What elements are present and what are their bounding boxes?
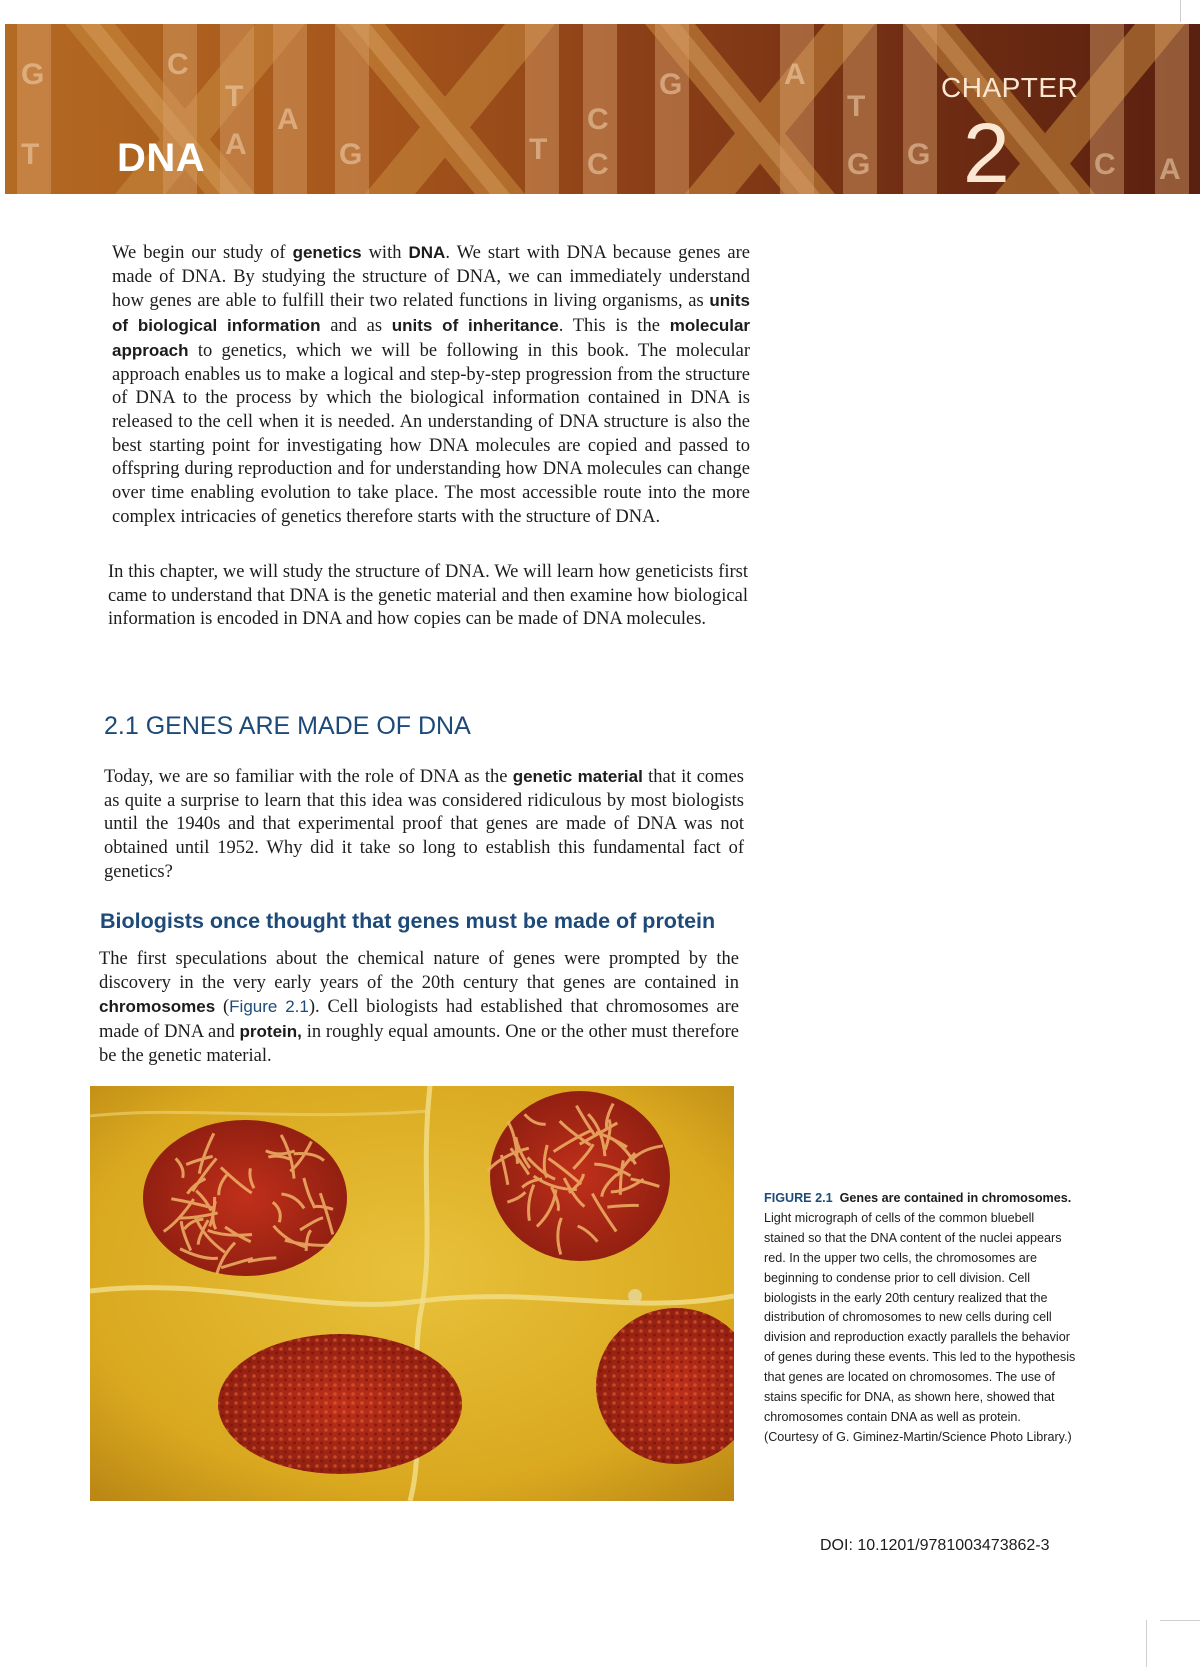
base-pair-strip [655, 24, 689, 194]
figure-reference-link: Figure 2.1 [229, 997, 309, 1017]
base-letter: G [659, 68, 683, 101]
intro-paragraph-2: In this chapter, we will study the structure of DNA. We will learn how geneticists first came to understand that DNA is the genetic material and then examine how biological information is encoded in DNA and how copies can be made of DNA molecules. [108, 562, 748, 630]
base-letter: G [847, 148, 871, 181]
crop-mark [1180, 0, 1181, 22]
chapter-banner [5, 24, 1200, 194]
base-letter: A [277, 103, 299, 136]
chapter-title: DNA [117, 136, 206, 180]
base-letter: T [529, 133, 548, 166]
base-letter: C [1094, 148, 1116, 181]
text-run: We begin our study of [112, 243, 293, 263]
subsection-heading: Biologists once thought that genes must be made of protein [100, 909, 716, 933]
section-heading: 2.1 GENES ARE MADE OF DNA [104, 712, 471, 740]
figure-label: FIGURE 2.1 [764, 1191, 833, 1205]
base-letter: A [784, 58, 806, 91]
figure-caption [764, 1189, 1076, 1448]
crop-mark [1160, 1620, 1200, 1621]
chapter-number: 2 [963, 106, 1010, 194]
text-run: in roughly equal amounts. One or the other must therefore be the genetic material. [99, 1022, 739, 1066]
chapter-label: CHAPTER [941, 72, 1079, 103]
text-run: and as [320, 316, 392, 337]
text-run: that it comes as quite a surprise to learn that this idea was considered ridiculous by most biologists until the 1940s and that experimental proof that genes are made of DNA was not obtained until 1952. Why did it take so long to establish this fundamental fact of genetics? [104, 767, 744, 882]
base-letter: C [587, 148, 609, 181]
micrograph-image [90, 1086, 734, 1501]
base-letter: C [587, 103, 609, 136]
doi-reference: DOI: 10.1201/9781003473862-3 [820, 1537, 1050, 1554]
base-letter: T [847, 90, 866, 123]
text-run: with [361, 243, 409, 263]
bold-term: units of inheritance [391, 316, 559, 336]
base-pair-strip [525, 24, 559, 194]
bold-term: units of biological information [112, 291, 750, 336]
base-letter: A [1159, 153, 1181, 186]
base-letter: T [21, 138, 40, 171]
crop-mark [1146, 1620, 1147, 1667]
text-run: ( [215, 997, 230, 1018]
bold-term: protein, [239, 1022, 302, 1042]
text-run: Today, we are so familiar with the role of DNA as the [104, 767, 513, 787]
bold-term: chromosomes [99, 997, 216, 1017]
text-run: The first speculations about the chemical nature of genes were prompted by the discovery in the very early years of the 20th century that genes are contained in [99, 949, 739, 993]
base-letter: A [225, 128, 247, 161]
base-letter: G [907, 138, 931, 171]
bold-term: DNA [408, 243, 446, 262]
text-run: to genetics, which we will be following in this book. The molecular approach enables us to make a logical and step-by-step progression from the structure of DNA to the process by which the biological information contained in DNA is released to the cell when it is needed. An understanding of DNA structure is also the best starting point for investigating how DNA molecules are copied and passed to offspring during reproduction and for understanding how DNA molecules can change over time enabling evolution to take place. The most accessible route into the more complex intricacies of genetics therefore starts with the structure of DNA. [112, 340, 750, 527]
text-run: . This is the [558, 316, 670, 337]
bold-term: genetics [292, 243, 362, 262]
text-run: . We start with DNA because genes are made of DNA. By studying the structure of DNA, we can immediately understand how genes are able to fulfill their two related functions in living organisms, as [112, 243, 751, 312]
base-letter: G [339, 138, 363, 171]
figure-title: Genes are contained in chromosomes. [839, 1191, 1072, 1205]
text-run: ). Cell biologists had established that chromosomes are made of DNA and [99, 997, 739, 1043]
chromosome-strand [607, 1205, 638, 1207]
base-letter: G [21, 58, 45, 91]
base-letter: C [167, 48, 189, 81]
base-letter: T [225, 80, 244, 113]
figure-caption-text: Light micrograph of cells of the common bluebell stained so that the DNA content of the nuclei appears red. In the upper two cells, the chromosomes are beginning to condense prior to cell division. Cell biologists in the early 20th century realized that the distribution of chromosomes to new cells during cell division and reproduction exactly parallels the behavior of genes during these events. This led to the hypothesis that genes are located on chromosomes. The use of stains specific for DNA, as shown here, showed that chromosomes contain DNA as well as protein. [764, 1210, 1076, 1424]
bold-term: genetic material [512, 767, 643, 786]
section-paragraph-2 [99, 948, 739, 1069]
section-paragraph-1 [104, 765, 744, 885]
base-pair-strip [780, 24, 814, 194]
figure-credit: (Courtesy of G. Giminez-Martin/Science Photo Library.) [764, 1429, 1072, 1444]
bold-term: molecular approach [112, 316, 751, 360]
intro-paragraph-1 [112, 241, 750, 529]
